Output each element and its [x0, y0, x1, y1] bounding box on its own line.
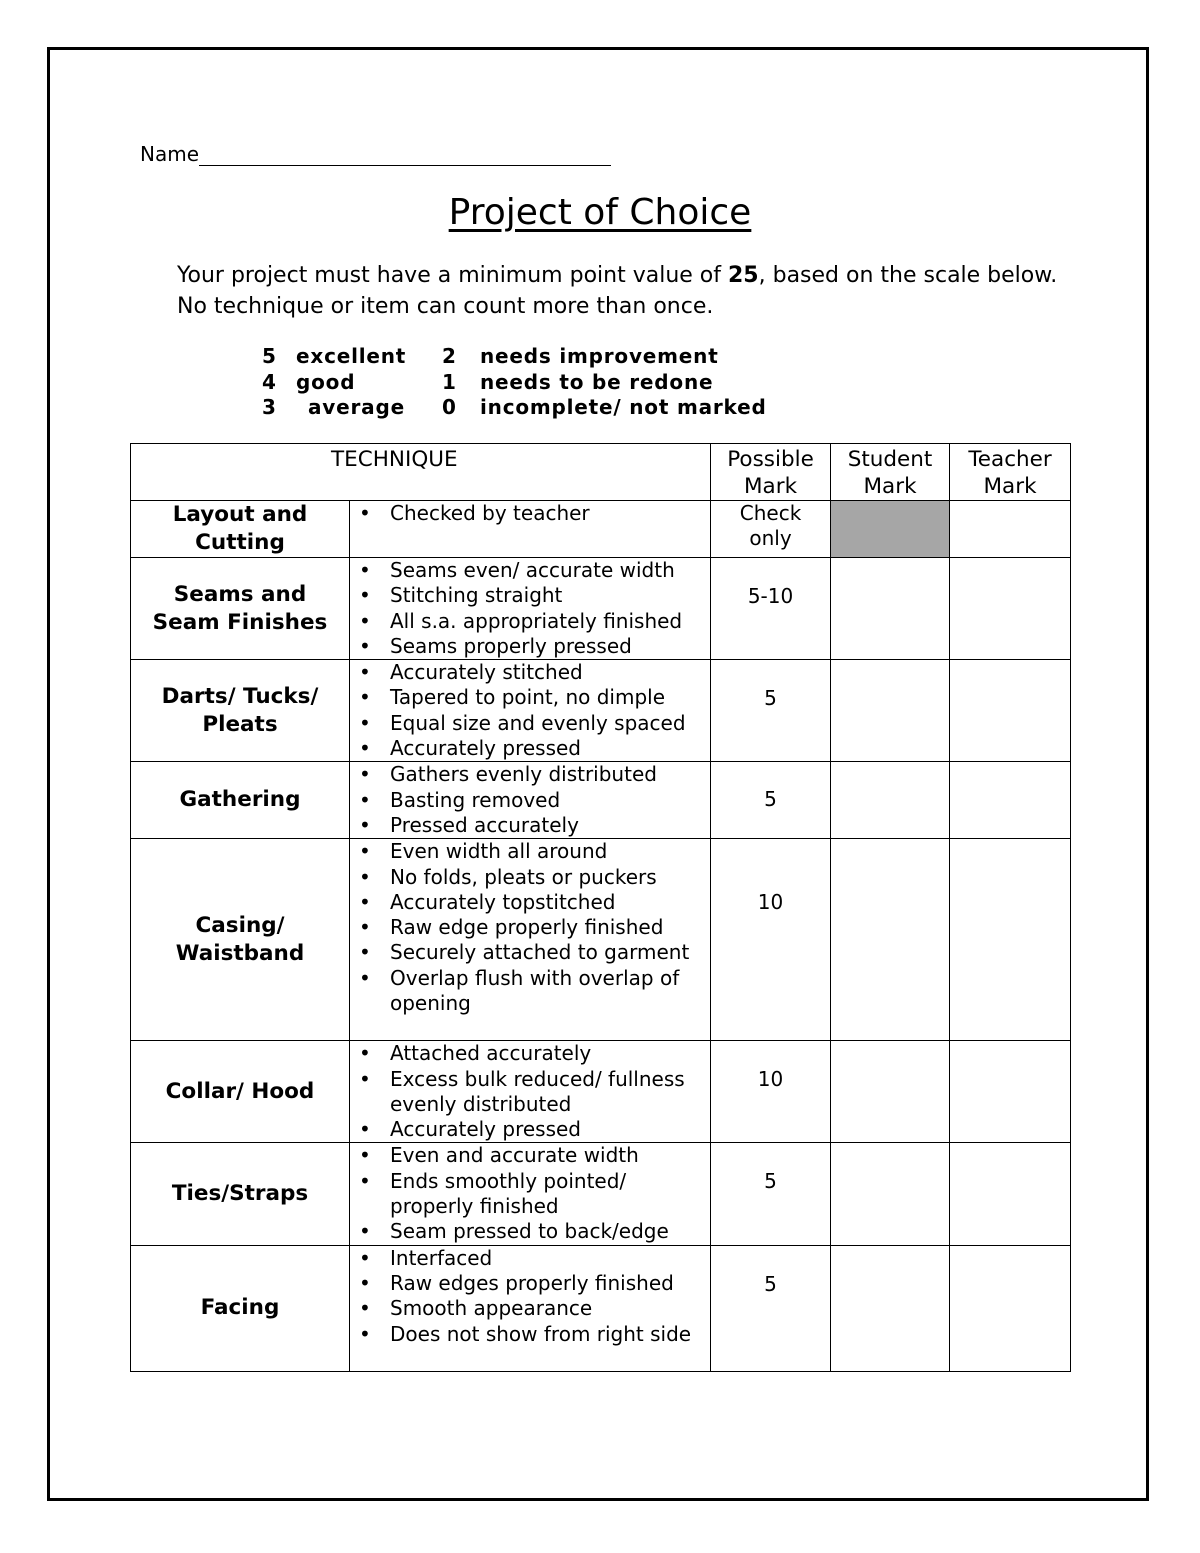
criteria-cell: [350, 1041, 711, 1143]
category-line: Casing/: [195, 912, 285, 938]
header-line: Possible: [727, 447, 814, 472]
teacher-mark-cell[interactable]: [950, 501, 1071, 558]
criteria-item: • Accurately topstitched: [350, 890, 710, 915]
criteria-item: • Attached accurately: [350, 1041, 710, 1066]
header-line: Mark: [863, 474, 917, 499]
criteria-item: • All s.a. appropriately finished: [350, 609, 710, 634]
student-mark-cell[interactable]: [831, 1041, 950, 1143]
category-line: Waistband: [175, 940, 305, 966]
category-cell: [131, 558, 350, 660]
category-cell: Gathering: [131, 762, 350, 839]
category-line: Seam Finishes: [152, 609, 328, 635]
student-mark-cell[interactable]: [831, 839, 950, 1041]
table-row: [131, 501, 1071, 558]
scale-label: incomplete/ not marked: [480, 395, 767, 419]
criteria-item: • Smooth appearance: [350, 1296, 710, 1321]
name-field[interactable]: [140, 142, 611, 166]
possible-mark-cell: 5: [711, 1245, 831, 1371]
possible-mark-cell: 5: [711, 762, 831, 839]
possible-mark-cell: 10: [711, 1041, 831, 1143]
scale-number: 0: [442, 395, 457, 419]
scale-label: good: [296, 369, 356, 394]
category-cell: [131, 839, 350, 1041]
scale-number: 4: [262, 369, 277, 394]
student-mark-cell[interactable]: [831, 762, 950, 839]
category-cell: Ties/Straps: [131, 1143, 350, 1245]
criteria-item: • Even width all around: [350, 839, 710, 864]
criteria-item: • Equal size and evenly spaced: [350, 711, 710, 736]
teacher-mark-cell[interactable]: [950, 1041, 1071, 1143]
category-line: Seams and: [173, 581, 307, 607]
student-mark-cell: [831, 501, 950, 558]
criteria-item: • Basting removed: [350, 788, 710, 813]
criteria-item: • Securely attached to garment: [350, 940, 710, 965]
criteria-cell: [350, 1245, 711, 1371]
name-blank-line[interactable]: [199, 146, 611, 166]
teacher-mark-cell[interactable]: [950, 839, 1071, 1041]
header-line: Mark: [983, 474, 1037, 499]
name-label: Name: [140, 142, 200, 166]
criteria-cell: [350, 660, 711, 762]
category-cell: Collar/ Hood: [131, 1041, 350, 1143]
header-row: [131, 444, 1071, 501]
category-cell: Facing: [131, 1245, 350, 1371]
scale-label: needs improvement: [480, 344, 719, 368]
possible-mark-cell: 5: [711, 660, 831, 762]
intro-min-value: 25: [728, 263, 759, 288]
intro-before: Your project must have a minimum point value of: [177, 263, 728, 288]
criteria-item: • Seam pressed to back/edge: [350, 1219, 710, 1244]
student-mark-cell[interactable]: [831, 558, 950, 660]
possible-mark-cell: [711, 501, 831, 558]
header-technique: TECHNIQUE: [131, 444, 711, 501]
criteria-cell: [350, 839, 711, 1041]
scale-label: needs to be redone: [480, 369, 714, 394]
possible-mark-cell: 5: [711, 1143, 831, 1245]
intro-paragraph: [177, 260, 1077, 322]
criteria-item: • Even and accurate width: [350, 1143, 710, 1168]
intro-after: , based on the scale below. No technique or item can count more than once.: [177, 263, 1058, 319]
header-teacher-mark: [950, 444, 1071, 501]
criteria-cell: [350, 501, 711, 558]
criteria-item: • Accurately pressed: [350, 1117, 710, 1142]
category-line: Cutting: [195, 530, 285, 555]
possible-mark-cell: 10: [711, 839, 831, 1041]
student-mark-cell[interactable]: [831, 1245, 950, 1371]
teacher-mark-cell[interactable]: [950, 1143, 1071, 1245]
teacher-mark-cell[interactable]: [950, 558, 1071, 660]
scale-number: 3: [262, 395, 277, 419]
possible-mark-cell: 5-10: [711, 558, 831, 660]
table-row: [131, 558, 1071, 660]
teacher-mark-cell[interactable]: [950, 762, 1071, 839]
criteria-item: • Pressed accurately: [350, 813, 710, 838]
criteria-item: • Overlap flush with overlap of opening: [350, 966, 710, 1017]
teacher-mark-cell[interactable]: [950, 1245, 1071, 1371]
category-line: Darts/ Tucks/: [161, 683, 319, 709]
criteria-item: • Interfaced: [350, 1246, 710, 1271]
category-cell: [131, 501, 350, 558]
category-cell: [131, 660, 350, 762]
criteria-item: • Raw edges properly finished: [350, 1271, 710, 1296]
category-line: Pleats: [202, 711, 278, 737]
table-row: [131, 762, 1071, 839]
criteria-item: • Tapered to point, no dimple: [350, 685, 710, 710]
criteria-item: • Accurately pressed: [350, 736, 710, 761]
criteria-item: • Checked by teacher: [350, 501, 710, 526]
criteria-cell: [350, 762, 711, 839]
header-line: Student: [847, 447, 933, 472]
criteria-item: • Excess bulk reduced/ fullness evenly distributed: [350, 1067, 710, 1118]
scale-row: [262, 344, 767, 370]
scale-row: [262, 395, 767, 421]
rubric-table: [130, 443, 1071, 1372]
page-title: [0, 190, 1200, 236]
criteria-item: • No folds, pleats or puckers: [350, 865, 710, 890]
table-row: [131, 660, 1071, 762]
criteria-item: • Does not show from right side: [350, 1322, 710, 1347]
scale-label: excellent: [296, 344, 407, 368]
header-possible-mark: [711, 444, 831, 501]
scale-number: 5: [262, 344, 277, 368]
student-mark-cell[interactable]: [831, 1143, 950, 1245]
mark-line: Check: [739, 501, 802, 525]
scale-number: 1: [442, 369, 457, 394]
criteria-item: • Raw edge properly finished: [350, 915, 710, 940]
table-row: [131, 839, 1071, 1041]
title-text: Project of Choice: [448, 192, 752, 233]
student-mark-cell[interactable]: [831, 660, 950, 762]
scoring-scale: [262, 344, 767, 421]
scale-label: average: [308, 395, 405, 419]
criteria-item: • Ends smoothly pointed/ properly finished: [350, 1169, 710, 1220]
criteria-item: • Accurately stitched: [350, 660, 710, 685]
scale-number: 2: [442, 344, 457, 368]
header-student-mark: [831, 444, 950, 501]
table-row: [131, 1245, 1071, 1371]
criteria-cell: [350, 558, 711, 660]
criteria-cell: [350, 1143, 711, 1245]
criteria-item: • Seams even/ accurate width: [350, 558, 710, 583]
scale-row: [262, 370, 767, 396]
criteria-item: • Gathers evenly distributed: [350, 762, 710, 787]
criteria-item: • Stitching straight: [350, 583, 710, 608]
table-row: [131, 1041, 1071, 1143]
category-line: Layout and: [172, 502, 308, 527]
header-line: Teacher: [968, 447, 1052, 472]
teacher-mark-cell[interactable]: [950, 660, 1071, 762]
mark-line: only: [749, 526, 792, 551]
criteria-item: • Seams properly pressed: [350, 634, 710, 659]
table-row: [131, 1143, 1071, 1245]
header-line: Mark: [744, 474, 798, 499]
